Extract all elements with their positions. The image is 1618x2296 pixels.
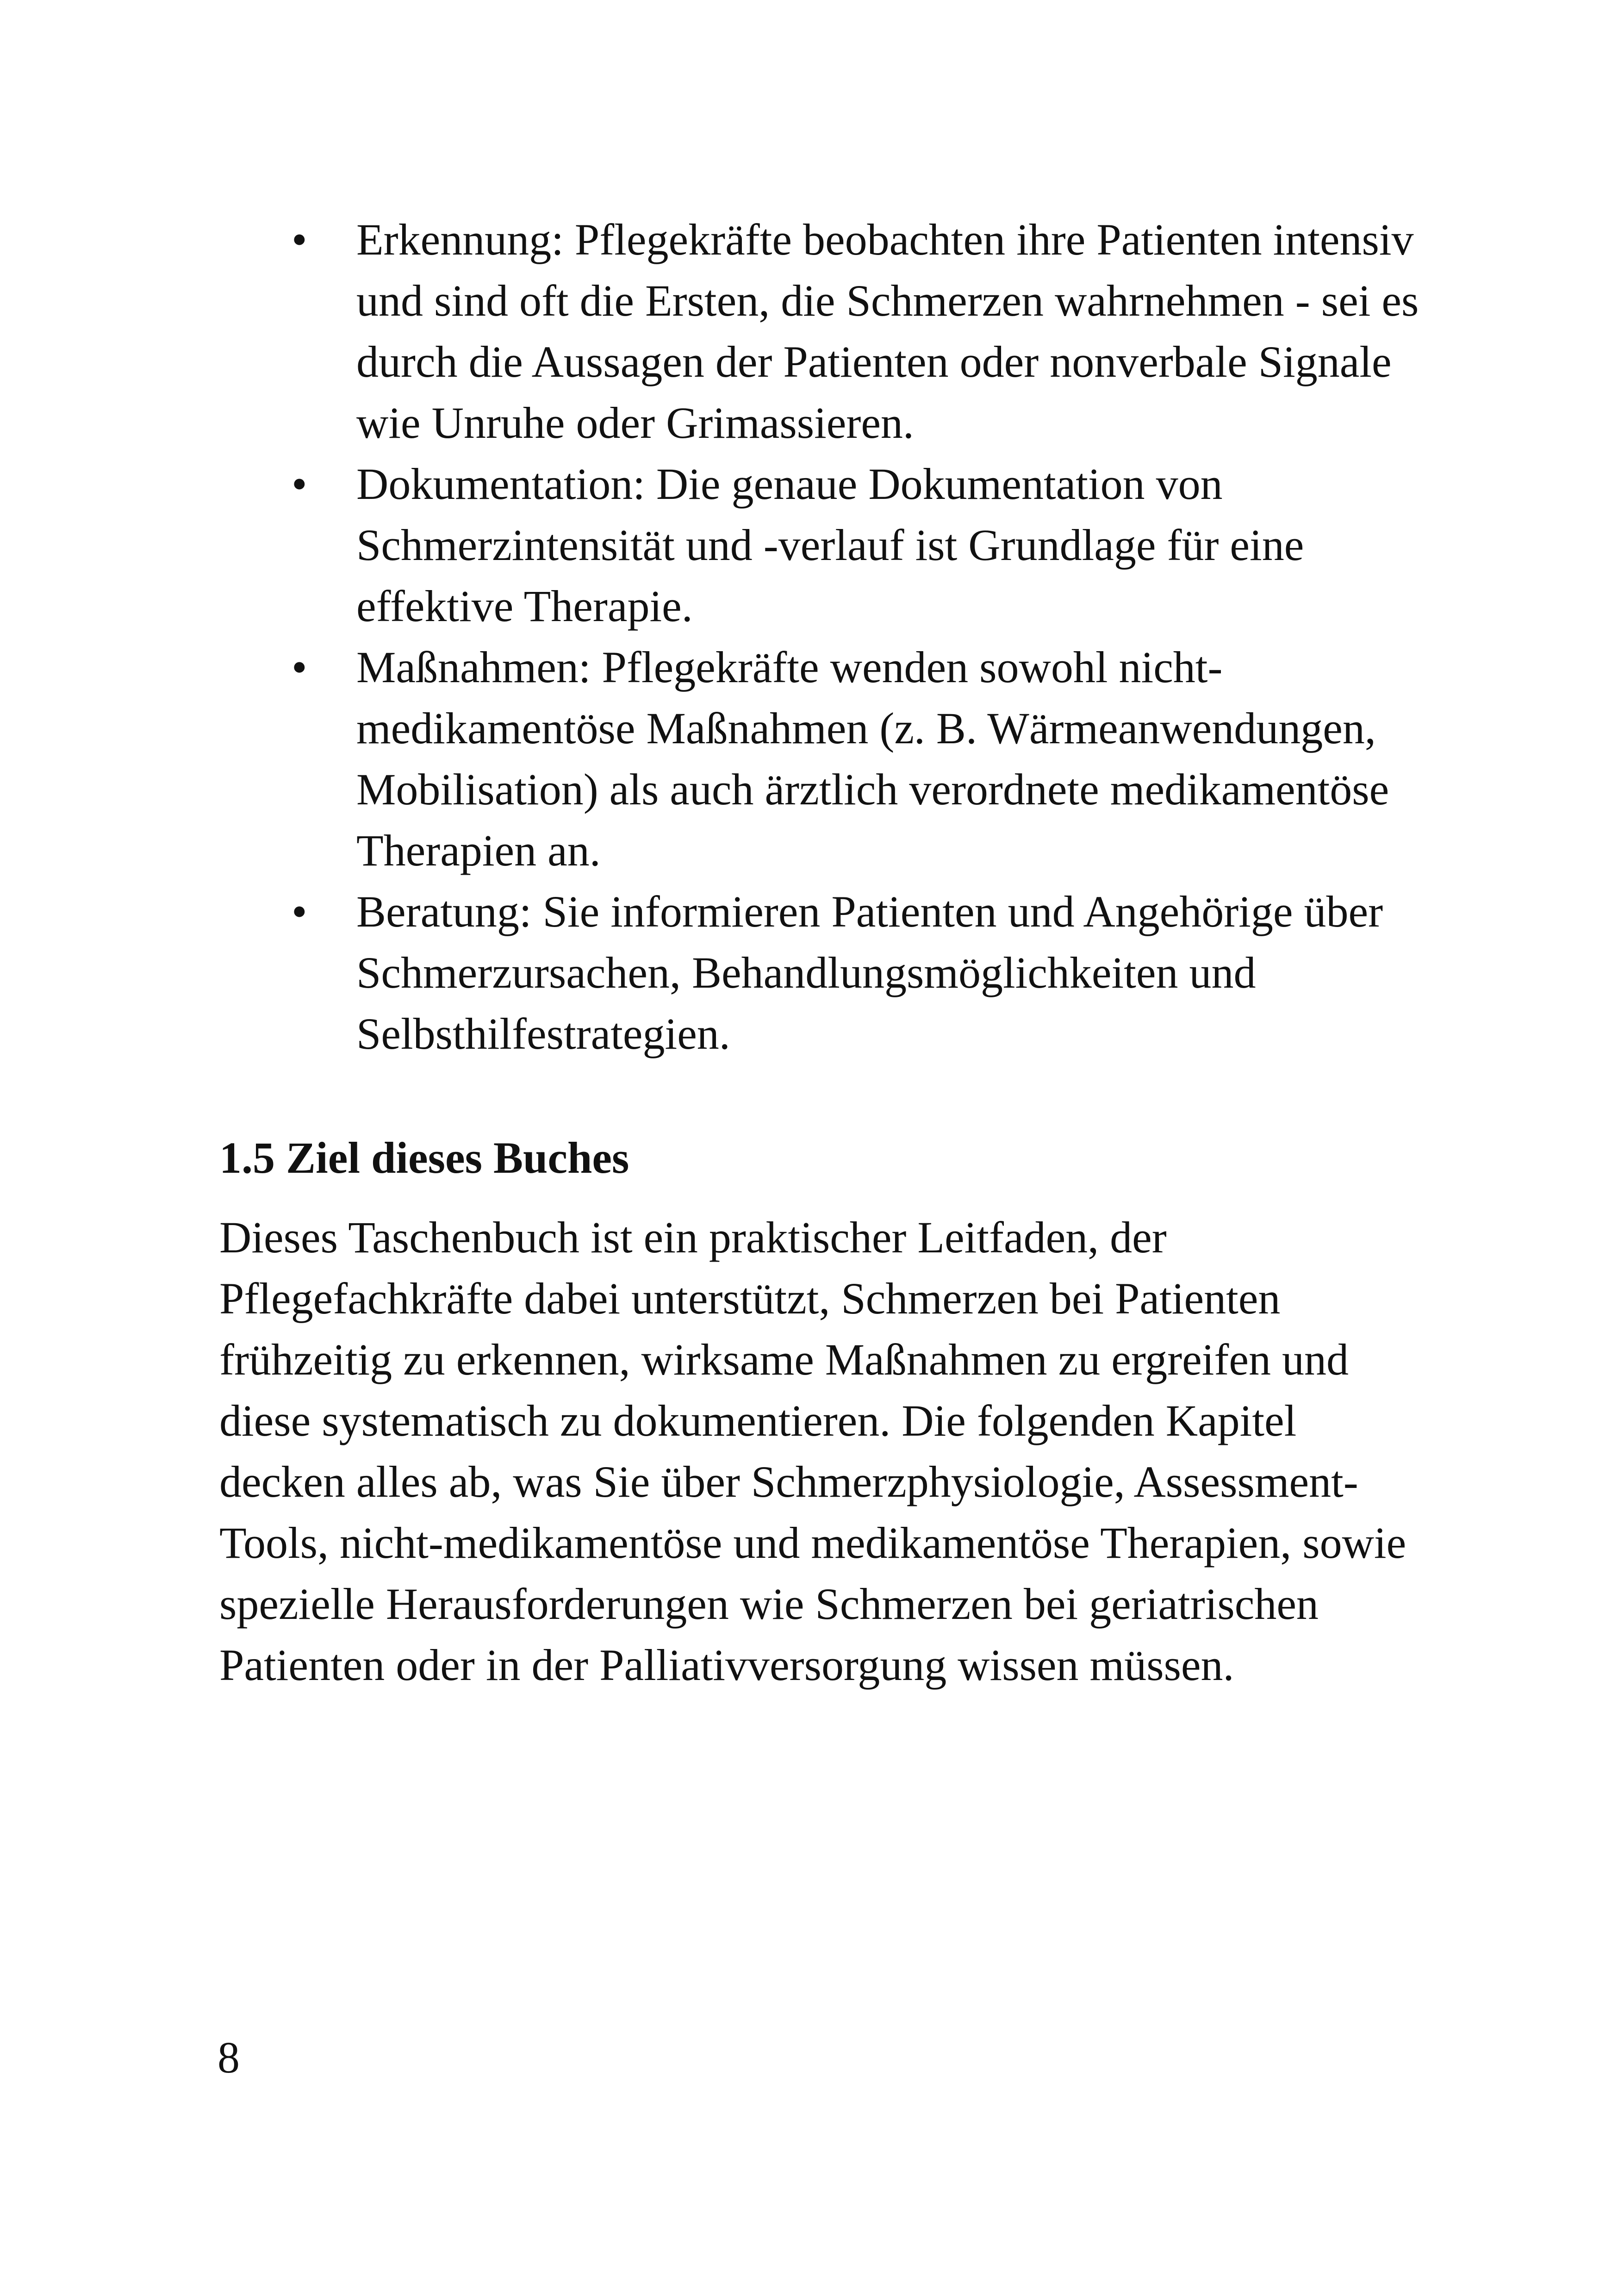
bullet-list: [292, 209, 1425, 1064]
bullet-text: Dokumentation: Die genaue Dokumentation von Schmerzintensität und -verlauf ist Grundlage für eine effektive Therapie.: [356, 459, 1304, 631]
bullet-marker: •: [292, 459, 307, 509]
page-number: 8: [218, 2033, 240, 2082]
bullet-text: Erkennung: Pflegekräfte beobachten ihre Patienten intensiv und sind oft die Ersten, die Schmerzen wahrnehmen - sei es durch die Aussagen der Patienten oder nonverbale Signale wie Unruhe oder Grimassieren.: [356, 215, 1419, 448]
bullet-marker: •: [292, 642, 307, 692]
bullet-item-beratung: [292, 881, 1425, 1064]
bullet-text: Maßnahmen: Pflegekräfte wenden sowohl nicht-medikamentöse Maßnahmen (z. B. Wärmeanwendungen, Mobilisation) als auch ärztlich verordnete medikamentöse Therapien an.: [356, 642, 1389, 875]
bullet-item-dokumentation: [292, 454, 1425, 637]
bullet-text: Beratung: Sie informieren Patienten und Angehörige über Schmerzursachen, Behandlungsmöglichkeiten und Selbsthilfestrategien.: [356, 887, 1383, 1058]
bullet-item-erkennung: [292, 209, 1425, 454]
section-body-paragraph: Dieses Taschenbuch ist ein praktischer Leitfaden, der Pflegefachkräfte dabei unterstützt, Schmerzen bei Patienten frühzeitig zu erkennen, wirksame Maßnahmen zu ergreifen und diese systematisch zu dokumentieren. Die folgenden Kapitel decken alles ab, was Sie über Schmerzphysiologie, Assessment-Tools, nicht-medikamentöse und medikamentöse Therapien, sowie spezielle Herausforderungen wie Schmerzen bei geriatrischen Patienten oder in der Palliativversorgung wissen müssen.: [219, 1213, 1406, 1690]
bullet-marker: •: [292, 887, 307, 936]
bullet-item-massnahmen: [292, 637, 1425, 881]
section-heading: 1.5 Ziel dieses Buches: [219, 1133, 629, 1182]
bullet-marker: •: [292, 215, 307, 264]
